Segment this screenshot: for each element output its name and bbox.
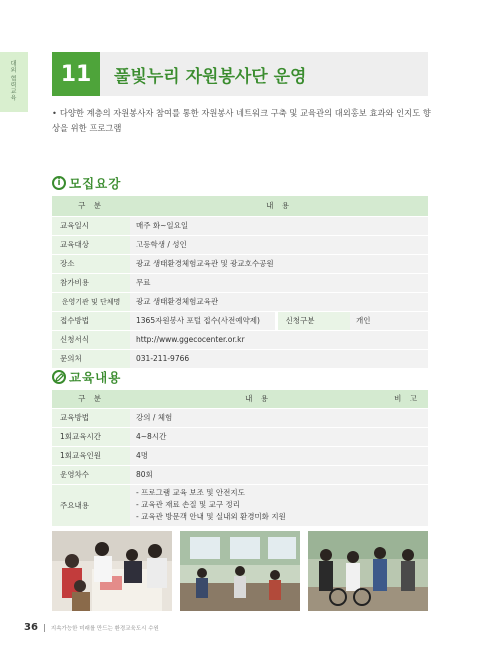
page-number: 36 (24, 622, 38, 633)
title-banner (52, 52, 428, 96)
info-icon: i (52, 176, 66, 190)
row-value: 1365자원봉사 포털 접수(사전예약제) (130, 311, 276, 330)
row-value: 031-211-9766 (130, 349, 428, 368)
row-label: 운영차수 (52, 465, 130, 484)
duty-item: - 프로그램 교육 보조 및 안전지도 (136, 488, 245, 497)
row-value: 80회 (130, 465, 386, 484)
side-tab-label: 대외 협력교육 (9, 60, 16, 102)
row-label: 접수방법 (52, 311, 130, 330)
footer-divider (44, 624, 45, 632)
recruit-header-row (52, 196, 428, 216)
content-table (52, 390, 428, 527)
content-header-row (52, 390, 428, 408)
footer-text: 지속가능한 미래를 만드는 환경교육도시 수원 (50, 625, 159, 632)
page-title: 풀빛누리 자원봉사단 운영 (114, 66, 307, 87)
table-row (52, 273, 428, 292)
duty-item: - 교육관 재료 손질 및 교구 정리 (136, 500, 240, 509)
photo-strip (52, 531, 428, 611)
photo-outdoor-group (308, 531, 428, 611)
row-value: 광교 생태환경체험교육관 및 광교호수공원 (130, 254, 428, 273)
sub-label: 신청구분 (276, 311, 350, 330)
table-row (52, 408, 428, 427)
photo-volunteers-teaching (52, 531, 172, 611)
table-row (52, 427, 428, 446)
table-row (52, 349, 428, 368)
sub-value: 개인 (350, 311, 428, 330)
content-header-category: 구 분 (52, 390, 130, 408)
row-note (386, 408, 428, 427)
intro-text: 다양한 계층의 자원봉사자 참여를 통한 자원봉사 네트워크 구축 및 교육관의 대외홍보 효과와 인지도 향상을 위한 프로그램 (52, 108, 431, 133)
table-row (52, 216, 428, 235)
row-value: http://www.ggecocenter.or.kr (130, 330, 428, 349)
duty-item: - 교육관 방문객 안내 및 실내외 환경미화 지원 (136, 512, 286, 521)
row-label: 운영기관 및 단체명 (52, 292, 130, 311)
row-note (386, 484, 428, 526)
table-row (52, 465, 428, 484)
photo-indoor-hall (180, 531, 300, 611)
recruit-heading (52, 174, 121, 192)
intro-paragraph (52, 106, 436, 136)
row-label: 교육방법 (52, 408, 130, 427)
recruit-header-category: 구 분 (52, 196, 130, 216)
row-value: 무료 (130, 273, 428, 292)
row-label: 교육대상 (52, 235, 130, 254)
content-title: 교육내용 (69, 370, 122, 385)
row-value: 매주 화~일요일 (130, 216, 428, 235)
row-label: 1회교육시간 (52, 427, 130, 446)
row-label: 신청서식 (52, 330, 130, 349)
content-header-note: 비 고 (386, 390, 428, 408)
table-row (52, 446, 428, 465)
bullet-icon: • (52, 108, 57, 118)
table-row (52, 484, 428, 526)
row-value: 강의 / 체험 (130, 408, 386, 427)
recruit-title: 모집요강 (69, 176, 122, 191)
section-number: 11 (52, 52, 100, 96)
recruit-table (52, 196, 428, 369)
duty-list (130, 484, 386, 526)
row-label: 참가비용 (52, 273, 130, 292)
pencil-icon (52, 370, 66, 384)
table-row (52, 311, 428, 330)
row-label: 1회교육인원 (52, 446, 130, 465)
row-label: 교육일시 (52, 216, 130, 235)
row-label: 문의처 (52, 349, 130, 368)
row-label: 장소 (52, 254, 130, 273)
row-label: 주요내용 (52, 484, 130, 526)
table-row (52, 330, 428, 349)
content-header-content: 내 용 (130, 390, 386, 408)
pencil-icon-glyph (55, 373, 64, 382)
table-row (52, 235, 428, 254)
row-note (386, 446, 428, 465)
side-tab (0, 52, 28, 112)
row-value: 고등학생 / 성인 (130, 235, 428, 254)
recruit-header-content: 내 용 (130, 196, 428, 216)
content-heading (52, 368, 121, 386)
row-note (386, 465, 428, 484)
row-value: 4~8시간 (130, 427, 386, 446)
table-row (52, 254, 428, 273)
table-row (52, 292, 428, 311)
row-value: 4명 (130, 446, 386, 465)
footer (24, 622, 159, 633)
row-note (386, 427, 428, 446)
row-value: 광교 생태환경체험교육관 (130, 292, 428, 311)
